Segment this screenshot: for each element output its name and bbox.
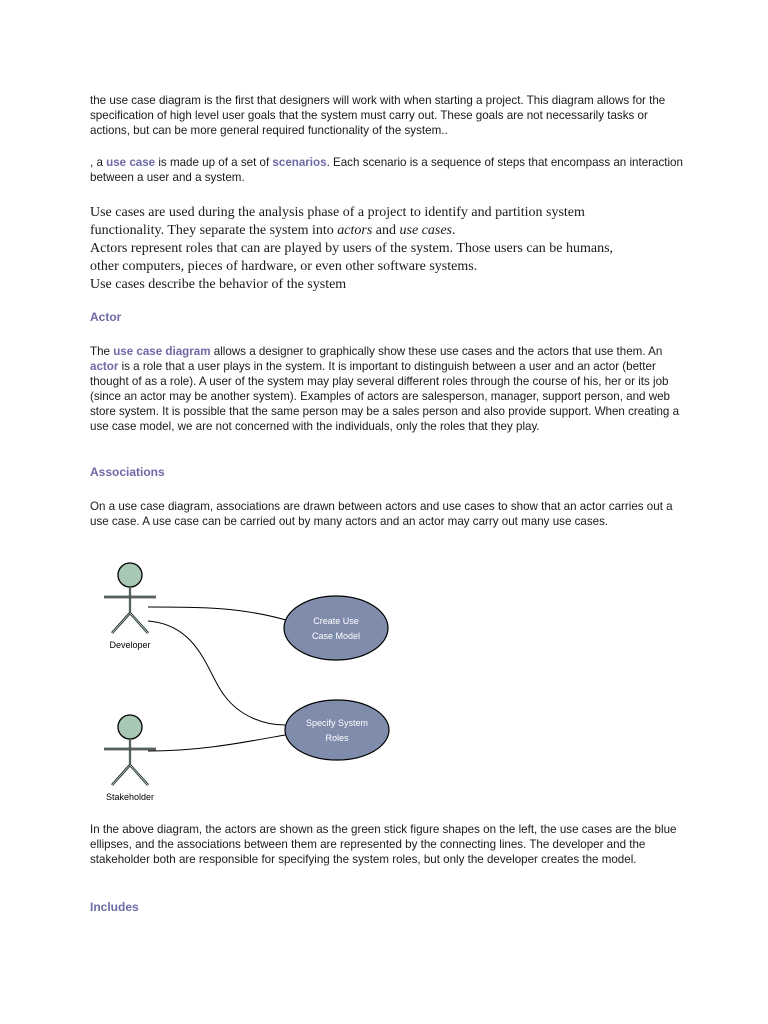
serif-line-2-end: . [452, 223, 456, 238]
term-scenarios: scenarios [272, 156, 327, 169]
serif-line-3: Actors represent roles that can are played by users of the system. Those users can be humans, [90, 241, 614, 256]
intro-paragraph: the use case diagram is the first that designers will work with when starting a project. This diagram allows for the specification of high level user goals that the system must carry out. These goals are not necessarily tasks or actions, but can be more general required functionality of the system.. [90, 94, 666, 137]
stakeholder-actor-icon [104, 715, 156, 785]
p2-post: . Each scenario is a sequence of steps that encompass an interaction between a user and a system. [90, 156, 683, 184]
create-use-case-model-label-2: Case Model [311, 631, 361, 641]
serif-line-2-pre: functionality. They separate the system into [90, 223, 338, 238]
heading-actor: Actor [90, 310, 122, 324]
p2-mid: is made up of a set of [155, 156, 273, 169]
p2-pre: , a [90, 156, 107, 169]
serif-paragraph [90, 204, 690, 294]
heading-includes: Includes [90, 900, 139, 914]
serif-line-2-and: and [372, 223, 400, 238]
serif-line-4: other computers, pieces of hardware, or even other software systems. [90, 259, 478, 274]
association-stakeholder-specify [148, 735, 285, 751]
term-actor: actor [90, 360, 119, 373]
developer-label: Developer [109, 640, 151, 650]
serif-line-1: Use cases are used during the analysis phase of a project to identify and partition system [90, 205, 585, 220]
term-actors: actors [337, 223, 373, 238]
developer-actor-icon [104, 563, 156, 633]
specify-system-roles-label-2: Roles [325, 733, 349, 743]
serif-line-5: Use cases describe the behavior of the system [90, 277, 347, 292]
create-use-case-model-label-1: Create Use [313, 616, 359, 626]
diagram-explanation-paragraph: In the above diagram, the actors are shown as the green stick figure shapes on the left, the use cases are the blue ellipses, and the associations between them are represented by the connecting lines. The developer and the stakeholder both are responsible for specifying the system roles, but only the developer creates the model. [90, 823, 677, 866]
heading-associations: Associations [90, 465, 165, 479]
term-use-case: use case [106, 156, 156, 169]
p4-mid: allows a designer to graphically show these use cases and the actors that use them. An [210, 345, 663, 358]
specify-system-roles-label-1: Specify System [305, 718, 369, 728]
associations-paragraph: On a use case diagram, associations are drawn between actors and use cases to show that an actor carries out a use case. A use case can be carried out by many actors and an actor may carry out many use cases. [90, 500, 673, 528]
term-use-cases: use cases [399, 223, 452, 238]
serif-line-2 [90, 222, 690, 240]
specify-system-roles-ellipse [285, 700, 389, 760]
actor-paragraph [90, 344, 690, 434]
stakeholder-label: Stakeholder [105, 792, 155, 802]
term-use-case-diagram: use case diagram [113, 345, 211, 358]
create-use-case-model-ellipse [284, 596, 388, 660]
p4-post: is a role that a user plays in the system. It is important to distinguish between a user and an actor (better thought of as a role). A user of the system may play several different roles through the course of his, her or its job (since an actor may be another system). Examples of actors are salesperson, manager, support person, and web store system. It is possible that the same person may be a sales person and also provide support. When creating a use case model, we are not concerned with the individuals, only the roles that they play. [90, 360, 680, 433]
association-developer-specify [148, 621, 285, 725]
association-developer-create [148, 607, 286, 620]
use-case-definition-paragraph [90, 155, 690, 185]
use-case-diagram [90, 555, 410, 805]
p4-pre: The [90, 345, 114, 358]
